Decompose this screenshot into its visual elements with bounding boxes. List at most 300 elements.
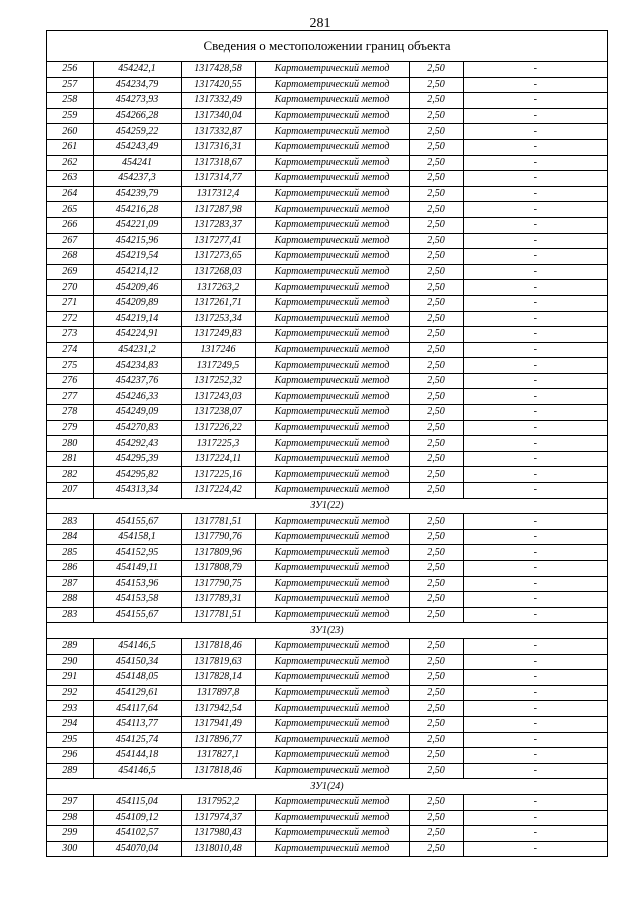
method-cell: Картометрический метод <box>255 483 409 499</box>
x-coordinate-cell: 454214,12 <box>93 264 181 280</box>
method-cell: Картометрический метод <box>255 763 409 779</box>
point-number-cell: 294 <box>47 716 93 732</box>
point-number-cell: 263 <box>47 171 93 187</box>
method-cell: Картометрический метод <box>255 311 409 327</box>
table-row <box>47 701 607 717</box>
table-row <box>47 748 607 764</box>
description-cell: - <box>463 186 607 202</box>
method-cell: Картометрический метод <box>255 841 409 856</box>
x-coordinate-cell: 454115,04 <box>93 794 181 810</box>
y-coordinate-cell: 1317312,4 <box>181 186 255 202</box>
description-cell: - <box>463 77 607 93</box>
table-row <box>47 826 607 842</box>
y-coordinate-cell: 1317314,77 <box>181 171 255 187</box>
description-cell: - <box>463 233 607 249</box>
precision-cell: 2,50 <box>409 841 463 856</box>
description-cell: - <box>463 638 607 654</box>
table-row <box>47 186 607 202</box>
y-coordinate-cell: 1317316,31 <box>181 139 255 155</box>
table-row <box>47 467 607 483</box>
x-coordinate-cell: 454215,96 <box>93 233 181 249</box>
table-row <box>47 732 607 748</box>
precision-cell: 2,50 <box>409 295 463 311</box>
table-row <box>47 373 607 389</box>
method-cell: Картометрический метод <box>255 794 409 810</box>
x-coordinate-cell: 454148,05 <box>93 670 181 686</box>
precision-cell: 2,50 <box>409 794 463 810</box>
y-coordinate-cell: 1317818,46 <box>181 638 255 654</box>
y-coordinate-cell: 1317942,54 <box>181 701 255 717</box>
description-cell: - <box>463 217 607 233</box>
precision-cell: 2,50 <box>409 249 463 265</box>
precision-cell: 2,50 <box>409 358 463 374</box>
table-row <box>47 108 607 124</box>
point-number-cell: 296 <box>47 748 93 764</box>
table-row <box>47 202 607 218</box>
point-number-cell: 264 <box>47 186 93 202</box>
x-coordinate-cell: 454153,96 <box>93 576 181 592</box>
table-row <box>47 389 607 405</box>
x-coordinate-cell: 454273,93 <box>93 93 181 109</box>
description-cell: - <box>463 826 607 842</box>
point-number-cell: 283 <box>47 607 93 623</box>
description-cell: - <box>463 171 607 187</box>
method-cell: Картометрический метод <box>255 420 409 436</box>
x-coordinate-cell: 454243,49 <box>93 139 181 155</box>
y-coordinate-cell: 1317781,51 <box>181 514 255 530</box>
point-number-cell: 256 <box>47 62 93 77</box>
method-cell: Картометрический метод <box>255 685 409 701</box>
precision-cell: 2,50 <box>409 701 463 717</box>
x-coordinate-cell: 454292,43 <box>93 436 181 452</box>
method-cell: Картометрический метод <box>255 373 409 389</box>
y-coordinate-cell: 1317897,8 <box>181 685 255 701</box>
page-number: 281 <box>309 16 331 31</box>
table-row <box>47 139 607 155</box>
method-cell: Картометрический метод <box>255 576 409 592</box>
method-cell: Картометрический метод <box>255 77 409 93</box>
y-coordinate-cell: 1318010,48 <box>181 841 255 856</box>
table-row <box>47 841 607 856</box>
table-row <box>47 794 607 810</box>
precision-cell: 2,50 <box>409 139 463 155</box>
table-row <box>47 420 607 436</box>
boundary-table-frame <box>46 30 608 857</box>
table-row <box>47 77 607 93</box>
y-coordinate-cell: 1317252,32 <box>181 373 255 389</box>
y-coordinate-cell: 1317224,11 <box>181 451 255 467</box>
point-number-cell: 283 <box>47 514 93 530</box>
point-number-cell: 277 <box>47 389 93 405</box>
point-number-cell: 295 <box>47 732 93 748</box>
method-cell: Картометрический метод <box>255 716 409 732</box>
table-row <box>47 155 607 171</box>
y-coordinate-cell: 1317246 <box>181 342 255 358</box>
section-label: ЗУ1(23) <box>47 623 607 639</box>
description-cell: - <box>463 529 607 545</box>
y-coordinate-cell: 1317287,98 <box>181 202 255 218</box>
x-coordinate-cell: 454237,76 <box>93 373 181 389</box>
precision-cell: 2,50 <box>409 716 463 732</box>
description-cell: - <box>463 139 607 155</box>
y-coordinate-cell: 1317225,16 <box>181 467 255 483</box>
y-coordinate-cell: 1317818,46 <box>181 763 255 779</box>
precision-cell: 2,50 <box>409 810 463 826</box>
y-coordinate-cell: 1317249,5 <box>181 358 255 374</box>
table-row <box>47 295 607 311</box>
y-coordinate-cell: 1317243,03 <box>181 389 255 405</box>
y-coordinate-cell: 1317253,34 <box>181 311 255 327</box>
method-cell: Картометрический метод <box>255 607 409 623</box>
point-number-cell: 257 <box>47 77 93 93</box>
section-row <box>47 623 607 639</box>
method-cell: Картометрический метод <box>255 93 409 109</box>
table-row <box>47 810 607 826</box>
method-cell: Картометрический метод <box>255 342 409 358</box>
point-number-cell: 291 <box>47 670 93 686</box>
y-coordinate-cell: 1317224,42 <box>181 483 255 499</box>
y-coordinate-cell: 1317790,75 <box>181 576 255 592</box>
precision-cell: 2,50 <box>409 451 463 467</box>
x-coordinate-cell: 454144,18 <box>93 748 181 764</box>
description-cell: - <box>463 607 607 623</box>
precision-cell: 2,50 <box>409 514 463 530</box>
description-cell: - <box>463 716 607 732</box>
precision-cell: 2,50 <box>409 311 463 327</box>
table-row <box>47 576 607 592</box>
y-coordinate-cell: 1317781,51 <box>181 607 255 623</box>
description-cell: - <box>463 295 607 311</box>
point-number-cell: 289 <box>47 763 93 779</box>
point-number-cell: 272 <box>47 311 93 327</box>
precision-cell: 2,50 <box>409 561 463 577</box>
y-coordinate-cell: 1317827,1 <box>181 748 255 764</box>
x-coordinate-cell: 454113,77 <box>93 716 181 732</box>
description-cell: - <box>463 841 607 856</box>
description-cell: - <box>463 810 607 826</box>
y-coordinate-cell: 1317420,55 <box>181 77 255 93</box>
x-coordinate-cell: 454246,33 <box>93 389 181 405</box>
point-number-cell: 269 <box>47 264 93 280</box>
table-row <box>47 358 607 374</box>
method-cell: Картометрический метод <box>255 561 409 577</box>
x-coordinate-cell: 454150,34 <box>93 654 181 670</box>
y-coordinate-cell: 1317809,96 <box>181 545 255 561</box>
precision-cell: 2,50 <box>409 373 463 389</box>
x-coordinate-cell: 454155,67 <box>93 514 181 530</box>
point-number-cell: 276 <box>47 373 93 389</box>
method-cell: Картометрический метод <box>255 451 409 467</box>
y-coordinate-cell: 1317941,49 <box>181 716 255 732</box>
precision-cell: 2,50 <box>409 607 463 623</box>
table-row <box>47 311 607 327</box>
table-row <box>47 249 607 265</box>
description-cell: - <box>463 249 607 265</box>
precision-cell: 2,50 <box>409 529 463 545</box>
point-number-cell: 287 <box>47 576 93 592</box>
point-number-cell: 265 <box>47 202 93 218</box>
point-number-cell: 266 <box>47 217 93 233</box>
point-number-cell: 298 <box>47 810 93 826</box>
y-coordinate-cell: 1317249,83 <box>181 327 255 343</box>
table-row <box>47 62 607 77</box>
x-coordinate-cell: 454270,83 <box>93 420 181 436</box>
point-number-cell: 260 <box>47 124 93 140</box>
method-cell: Картометрический метод <box>255 389 409 405</box>
table-row <box>47 514 607 530</box>
y-coordinate-cell: 1317789,31 <box>181 592 255 608</box>
description-cell: - <box>463 93 607 109</box>
y-coordinate-cell: 1317952,2 <box>181 794 255 810</box>
point-number-cell: 278 <box>47 405 93 421</box>
x-coordinate-cell: 454295,82 <box>93 467 181 483</box>
precision-cell: 2,50 <box>409 685 463 701</box>
method-cell: Картометрический метод <box>255 405 409 421</box>
point-number-cell: 284 <box>47 529 93 545</box>
precision-cell: 2,50 <box>409 436 463 452</box>
table-row <box>47 763 607 779</box>
table-header: Сведения о местоположении границ объекта <box>47 31 607 62</box>
x-coordinate-cell: 454152,95 <box>93 545 181 561</box>
method-cell: Картометрический метод <box>255 62 409 77</box>
precision-cell: 2,50 <box>409 420 463 436</box>
table-row <box>47 638 607 654</box>
y-coordinate-cell: 1317790,76 <box>181 529 255 545</box>
table-body <box>47 62 607 856</box>
precision-cell: 2,50 <box>409 93 463 109</box>
method-cell: Картометрический метод <box>255 280 409 296</box>
x-coordinate-cell: 454109,12 <box>93 810 181 826</box>
precision-cell: 2,50 <box>409 670 463 686</box>
table-row <box>47 483 607 499</box>
precision-cell: 2,50 <box>409 280 463 296</box>
point-number-cell: 299 <box>47 826 93 842</box>
description-cell: - <box>463 155 607 171</box>
description-cell: - <box>463 763 607 779</box>
method-cell: Картометрический метод <box>255 701 409 717</box>
method-cell: Картометрический метод <box>255 327 409 343</box>
point-number-cell: 268 <box>47 249 93 265</box>
point-number-cell: 275 <box>47 358 93 374</box>
method-cell: Картометрический метод <box>255 654 409 670</box>
point-number-cell: 285 <box>47 545 93 561</box>
x-coordinate-cell: 454234,79 <box>93 77 181 93</box>
y-coordinate-cell: 1317238,07 <box>181 405 255 421</box>
y-coordinate-cell: 1317226,22 <box>181 420 255 436</box>
table-row <box>47 217 607 233</box>
description-cell: - <box>463 327 607 343</box>
description-cell: - <box>463 342 607 358</box>
method-cell: Картометрический метод <box>255 514 409 530</box>
method-cell: Картометрический метод <box>255 467 409 483</box>
precision-cell: 2,50 <box>409 483 463 499</box>
table-row <box>47 607 607 623</box>
table-row <box>47 280 607 296</box>
x-coordinate-cell: 454295,39 <box>93 451 181 467</box>
y-coordinate-cell: 1317332,49 <box>181 93 255 109</box>
x-coordinate-cell: 454224,91 <box>93 327 181 343</box>
description-cell: - <box>463 654 607 670</box>
y-coordinate-cell: 1317225,3 <box>181 436 255 452</box>
point-number-cell: 288 <box>47 592 93 608</box>
x-coordinate-cell: 454249,09 <box>93 405 181 421</box>
x-coordinate-cell: 454239,79 <box>93 186 181 202</box>
method-cell: Картометрический метод <box>255 155 409 171</box>
method-cell: Картометрический метод <box>255 186 409 202</box>
x-coordinate-cell: 454209,89 <box>93 295 181 311</box>
point-number-cell: 207 <box>47 483 93 499</box>
precision-cell: 2,50 <box>409 202 463 218</box>
description-cell: - <box>463 264 607 280</box>
point-number-cell: 286 <box>47 561 93 577</box>
x-coordinate-cell: 454070,04 <box>93 841 181 856</box>
method-cell: Картометрический метод <box>255 108 409 124</box>
precision-cell: 2,50 <box>409 217 463 233</box>
point-number-cell: 262 <box>47 155 93 171</box>
precision-cell: 2,50 <box>409 638 463 654</box>
precision-cell: 2,50 <box>409 264 463 280</box>
y-coordinate-cell: 1317277,41 <box>181 233 255 249</box>
x-coordinate-cell: 454146,5 <box>93 763 181 779</box>
description-cell: - <box>463 732 607 748</box>
x-coordinate-cell: 454158,1 <box>93 529 181 545</box>
method-cell: Картометрический метод <box>255 202 409 218</box>
point-number-cell: 274 <box>47 342 93 358</box>
y-coordinate-cell: 1317808,79 <box>181 561 255 577</box>
description-cell: - <box>463 514 607 530</box>
method-cell: Картометрический метод <box>255 638 409 654</box>
x-coordinate-cell: 454231,2 <box>93 342 181 358</box>
method-cell: Картометрический метод <box>255 545 409 561</box>
x-coordinate-cell: 454221,09 <box>93 217 181 233</box>
point-number-cell: 282 <box>47 467 93 483</box>
x-coordinate-cell: 454219,14 <box>93 311 181 327</box>
point-number-cell: 300 <box>47 841 93 856</box>
method-cell: Картометрический метод <box>255 124 409 140</box>
method-cell: Картометрический метод <box>255 249 409 265</box>
y-coordinate-cell: 1317318,67 <box>181 155 255 171</box>
table-row <box>47 171 607 187</box>
y-coordinate-cell: 1317268,03 <box>181 264 255 280</box>
precision-cell: 2,50 <box>409 545 463 561</box>
description-cell: - <box>463 280 607 296</box>
description-cell: - <box>463 389 607 405</box>
precision-cell: 2,50 <box>409 405 463 421</box>
point-number-cell: 289 <box>47 638 93 654</box>
y-coordinate-cell: 1317828,14 <box>181 670 255 686</box>
method-cell: Картометрический метод <box>255 748 409 764</box>
precision-cell: 2,50 <box>409 467 463 483</box>
section-row <box>47 779 607 795</box>
x-coordinate-cell: 454259,22 <box>93 124 181 140</box>
table-row <box>47 592 607 608</box>
point-number-cell: 258 <box>47 93 93 109</box>
y-coordinate-cell: 1317340,04 <box>181 108 255 124</box>
method-cell: Картометрический метод <box>255 670 409 686</box>
description-cell: - <box>463 405 607 421</box>
precision-cell: 2,50 <box>409 171 463 187</box>
method-cell: Картометрический метод <box>255 171 409 187</box>
y-coordinate-cell: 1317896,77 <box>181 732 255 748</box>
x-coordinate-cell: 454102,57 <box>93 826 181 842</box>
y-coordinate-cell: 1317261,71 <box>181 295 255 311</box>
y-coordinate-cell: 1317980,43 <box>181 826 255 842</box>
x-coordinate-cell: 454242,1 <box>93 62 181 77</box>
description-cell: - <box>463 420 607 436</box>
method-cell: Картометрический метод <box>255 529 409 545</box>
description-cell: - <box>463 311 607 327</box>
method-cell: Картометрический метод <box>255 358 409 374</box>
precision-cell: 2,50 <box>409 77 463 93</box>
precision-cell: 2,50 <box>409 186 463 202</box>
y-coordinate-cell: 1317819,63 <box>181 654 255 670</box>
point-number-cell: 293 <box>47 701 93 717</box>
point-number-cell: 271 <box>47 295 93 311</box>
y-coordinate-cell: 1317428,58 <box>181 62 255 77</box>
method-cell: Картометрический метод <box>255 264 409 280</box>
method-cell: Картометрический метод <box>255 592 409 608</box>
table-row <box>47 264 607 280</box>
x-coordinate-cell: 454129,61 <box>93 685 181 701</box>
method-cell: Картометрический метод <box>255 732 409 748</box>
table-row <box>47 670 607 686</box>
precision-cell: 2,50 <box>409 155 463 171</box>
x-coordinate-cell: 454155,67 <box>93 607 181 623</box>
point-number-cell: 280 <box>47 436 93 452</box>
y-coordinate-cell: 1317263,2 <box>181 280 255 296</box>
y-coordinate-cell: 1317974,37 <box>181 810 255 826</box>
description-cell: - <box>463 748 607 764</box>
x-coordinate-cell: 454146,5 <box>93 638 181 654</box>
table-row <box>47 654 607 670</box>
section-label: ЗУ1(24) <box>47 779 607 795</box>
x-coordinate-cell: 454153,58 <box>93 592 181 608</box>
precision-cell: 2,50 <box>409 576 463 592</box>
table-row <box>47 685 607 701</box>
x-coordinate-cell: 454241 <box>93 155 181 171</box>
description-cell: - <box>463 701 607 717</box>
description-cell: - <box>463 685 607 701</box>
x-coordinate-cell: 454125,74 <box>93 732 181 748</box>
section-label: ЗУ1(22) <box>47 498 607 514</box>
point-number-cell: 292 <box>47 685 93 701</box>
precision-cell: 2,50 <box>409 108 463 124</box>
x-coordinate-cell: 454149,11 <box>93 561 181 577</box>
point-number-cell: 261 <box>47 139 93 155</box>
x-coordinate-cell: 454237,3 <box>93 171 181 187</box>
description-cell: - <box>463 451 607 467</box>
precision-cell: 2,50 <box>409 389 463 405</box>
method-cell: Картометрический метод <box>255 826 409 842</box>
table-row <box>47 233 607 249</box>
table-row <box>47 545 607 561</box>
table-row <box>47 436 607 452</box>
point-number-cell: 270 <box>47 280 93 296</box>
table-row <box>47 451 607 467</box>
precision-cell: 2,50 <box>409 763 463 779</box>
table-row <box>47 93 607 109</box>
point-number-cell: 259 <box>47 108 93 124</box>
description-cell: - <box>463 124 607 140</box>
x-coordinate-cell: 454219,54 <box>93 249 181 265</box>
precision-cell: 2,50 <box>409 327 463 343</box>
y-coordinate-cell: 1317273,65 <box>181 249 255 265</box>
point-number-cell: 267 <box>47 233 93 249</box>
point-number-cell: 281 <box>47 451 93 467</box>
precision-cell: 2,50 <box>409 654 463 670</box>
point-number-cell: 290 <box>47 654 93 670</box>
section-row <box>47 498 607 514</box>
